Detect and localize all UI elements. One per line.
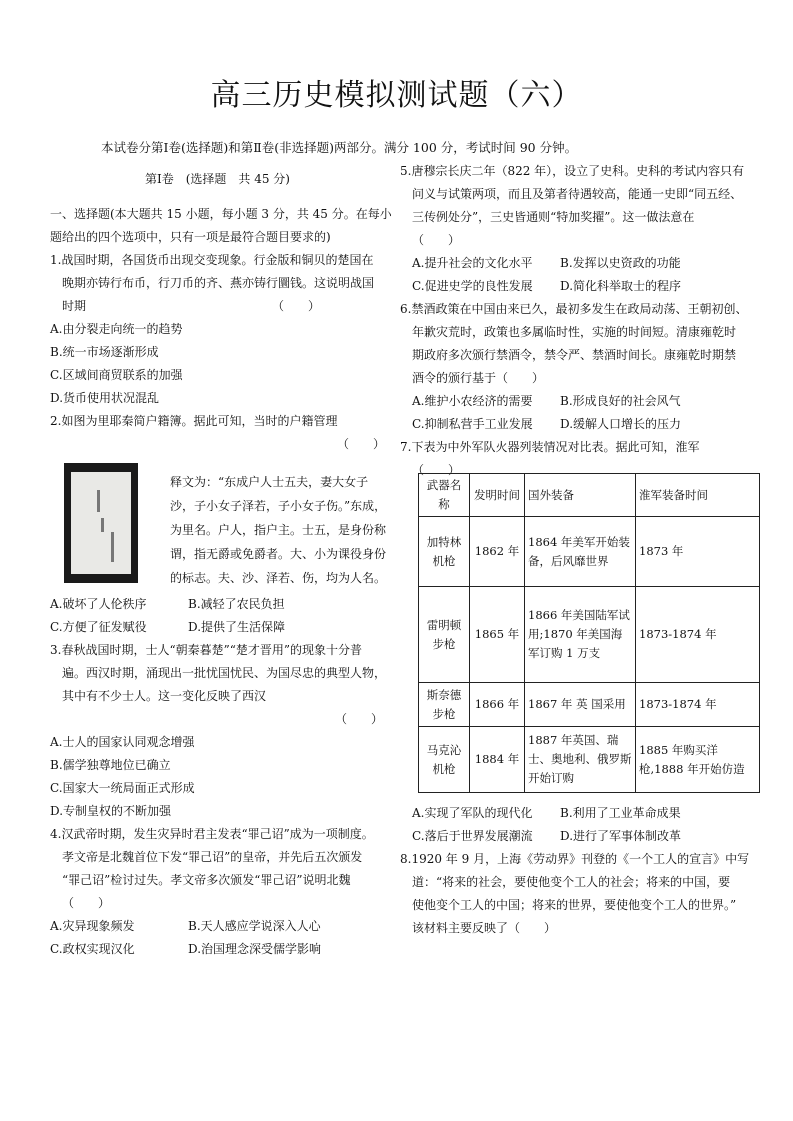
q3-answer-paren: （ ） [335, 712, 384, 726]
q7-answer-paren: （ ） [412, 463, 461, 477]
q6-option-a[interactable]: A.维护小农经济的需要 [412, 394, 533, 408]
table-header-row [419, 474, 760, 517]
table-row [419, 587, 760, 683]
q4-option-b[interactable]: B.天人感应学说深入人心 [188, 919, 321, 933]
q5-option-a[interactable]: A.提升社会的文化水平 [412, 256, 533, 270]
q4-options-row [50, 915, 385, 938]
table-cell: 1884 年 [470, 727, 525, 793]
q7-options-row [400, 825, 755, 848]
slip-ink-mark [101, 518, 104, 532]
q5-options-row [400, 275, 755, 298]
q6-options-row [400, 390, 755, 413]
q6-stem-line: 酒令的颁行基于（ ） [412, 371, 545, 385]
q6-stem-line: 6.禁酒政策在中国由来已久，最初多发生在政局动荡、王朝初创、 [400, 302, 748, 316]
q2-stem-line: 2.如图为里耶秦简户籍簿。据此可知，当时的户籍管理 [50, 414, 338, 428]
q4-options-row [50, 938, 385, 961]
q1-stem-line: 1.战国时期，各国货币出现交变现象。行金版和铜贝的楚国在 [50, 253, 374, 267]
table-cell: 加特林机枪 [419, 517, 470, 587]
q7-stem-line: 7.下表为中外军队火器列装情况对比表。据此可知，淮军 [400, 440, 700, 454]
table-cell: 1885 年购买洋枪,1888 年开始仿造 [636, 727, 760, 793]
q6-stem-line: 年歉灾荒时，政策也多属临时性，实施的时间短。清康雍乾时 [412, 325, 737, 339]
q8-stem-line: 该材料主要反映了（ ） [412, 921, 557, 935]
slip-ink-mark [111, 532, 114, 562]
q1-stem-line: 时期 （ ） [62, 299, 321, 313]
q6-option-d[interactable]: D.缓解人口增长的压力 [560, 417, 682, 431]
part-heading-line-1: 一、选择题(本大题共 15 小题，每小题 3 分，共 45 分。在每小 [50, 207, 392, 221]
table-header-cell: 淮军装备时间 [636, 474, 760, 517]
table-cell: 1865 年 [470, 587, 525, 683]
table-header-cell: 国外装备 [525, 474, 636, 517]
q4-option-a[interactable]: A.灾异现象频发 [50, 919, 135, 933]
exam-title: 高三历史模拟测试题（六） [210, 78, 583, 113]
table-cell: 1887 年英国、瑞士、奥地利、俄罗斯开始订购 [525, 727, 636, 793]
q3-stem-line: 3.春秋战国时期，士人“朝秦暮楚”“楚才晋用”的现象十分普 [50, 643, 362, 657]
q1-option-b[interactable]: B.统一市场逐渐形成 [50, 345, 159, 359]
q5-option-c[interactable]: C.促进史学的良性发展 [412, 279, 533, 293]
table-row [419, 517, 760, 587]
table-cell: 1864 年美军开始装备，后风靡世界 [525, 517, 636, 587]
q2-answer-paren: （ ） [336, 437, 385, 451]
table-header-cell: 发明时间 [470, 474, 525, 517]
q4-option-c[interactable]: C.政权实现汉化 [50, 942, 135, 956]
table-cell: 1866 年美国陆军试用;1870 年美国海军订购 1 万支 [525, 587, 636, 683]
table-cell: 1862 年 [470, 517, 525, 587]
q4-stem-line: 4.汉武帝时期，发生灾异时君主发表“罪己诏”成为一项制度。 [50, 827, 374, 841]
q6-options-row [400, 413, 755, 436]
table-header-cell: 武器名称 [419, 474, 470, 517]
q7-option-b[interactable]: B.利用了工业革命成果 [560, 806, 681, 820]
q6-option-b[interactable]: B.形成良好的社会风气 [560, 394, 681, 408]
q2-option-a[interactable]: A.破坏了人伦秩序 [50, 597, 147, 611]
table-cell: 雷明顿步枪 [419, 587, 470, 683]
q5-stem-line: 问义与试策两项，而且及第者待遇较高，能通一史即“同五经、 [412, 187, 743, 201]
q3-option-b[interactable]: B.儒学独尊地位已确立 [50, 758, 171, 772]
q6-stem-line: 期政府多次颁行禁酒令，禁令严、禁酒时间长。康雍乾时期禁 [412, 348, 737, 362]
q2-transcription-note: 释文为：“东成户人士五夫，妻大女子沙，子小女子泽若，子小女子伤。”东成，为里名。户人，指户主。士五，是身份称谓，指无爵或免爵者。大、小为课役身份的标志。夫、沙、泽若、伤，均为人名。 [170, 475, 387, 585]
q5-answer-paren: （ ） [412, 233, 461, 247]
q7-options-row [400, 802, 755, 825]
q1-option-a[interactable]: A.由分裂走向统一的趋势 [50, 322, 183, 336]
q7-firearms-table [418, 473, 760, 793]
table-cell: 1873-1874 年 [636, 683, 760, 727]
q4-stem-line: “罪己诏”检讨过失。孝文帝多次颁发“罪己诏”说明北魏 [62, 873, 351, 887]
part-heading-line-2: 题给出的四个选项中，只有一项是最符合题目要求的) [50, 230, 331, 244]
q4-option-d[interactable]: D.治国理念深受儒学影响 [188, 942, 322, 956]
table-cell: 斯奈德步枪 [419, 683, 470, 727]
q3-option-d[interactable]: D.专制皇权的不断加强 [50, 804, 172, 818]
exam-intro: 本试卷分第Ⅰ卷(选择题)和第Ⅱ卷(非选择题)两部分。满分 100 分，考试时间 90 分钟。 [101, 140, 578, 155]
q2-option-d[interactable]: D.提供了生活保障 [188, 620, 286, 634]
q2-options-row [50, 616, 385, 639]
q2-option-c[interactable]: C.方便了征发赋役 [50, 620, 147, 634]
q4-stem-line: 孝文帝是北魏首位下发“罪己诏”的皇帝，并先后五次颁发 [62, 850, 363, 864]
q3-option-c[interactable]: C.国家大一统局面正式形成 [50, 781, 195, 795]
q5-option-d[interactable]: D.简化科举取士的程序 [560, 279, 682, 293]
bamboo-slip-surface [71, 472, 131, 574]
q7-option-a[interactable]: A.实现了军队的现代化 [412, 806, 533, 820]
q5-stem-line: 5.唐穆宗长庆二年（822 年），设立了史科。史科的考试内容只有 [400, 164, 745, 178]
q1-option-c[interactable]: C.区域间商贸联系的加强 [50, 368, 183, 382]
q7-option-d[interactable]: D.进行了军事体制改革 [560, 829, 682, 843]
q3-stem-line: 其中有不少士人。这一变化反映了西汉 [62, 689, 267, 703]
table-row [419, 727, 760, 793]
table-cell: 1867 年 英 国采用 [525, 683, 636, 727]
q1-stem-line: 晚期亦铸行布币，行刀币的齐、燕亦铸行圜钱。这说明战国 [62, 276, 375, 290]
q1-option-d[interactable]: D.货币使用状况混乱 [50, 391, 160, 405]
q3-option-a[interactable]: A.士人的国家认同观念增强 [50, 735, 195, 749]
table-cell: 1873-1874 年 [636, 587, 760, 683]
table-cell: 1873 年 [636, 517, 760, 587]
q3-stem-line: 遍。西汉时期，涌现出一批忧国忧民、为国尽忠的典型人物， [62, 666, 387, 680]
table-cell: 1866 年 [470, 683, 525, 727]
q5-option-b[interactable]: B.发挥以史资政的功能 [560, 256, 681, 270]
q6-option-c[interactable]: C.抑制私营手工业发展 [412, 417, 533, 431]
slip-ink-mark [97, 490, 100, 512]
section-title: 第Ⅰ卷 (选择题 共 45 分) [144, 172, 290, 186]
q2-option-b[interactable]: B.减轻了农民负担 [188, 597, 285, 611]
q5-stem-line: 三传例处分”，三史皆通则“特加奖擢”。这一做法意在 [412, 210, 695, 224]
q8-stem-line: 8.1920 年 9 月，上海《劳动界》刊登的《一个工人的宣言》中写 [400, 852, 750, 866]
bamboo-slip-image [64, 463, 138, 583]
q4-answer-paren: （ ） [62, 896, 111, 910]
q7-option-c[interactable]: C.落后于世界发展潮流 [412, 829, 533, 843]
table-cell: 马克沁机枪 [419, 727, 470, 793]
table-row [419, 683, 760, 727]
q5-options-row [400, 252, 755, 275]
q8-stem-line: 使他变个工人的中国；将来的世界，要使他变个工人的世界。” [412, 898, 737, 912]
q8-stem-line: 道：“将来的社会，要使他变个工人的社会；将来的中国，要 [412, 875, 731, 889]
q2-options-row [50, 593, 385, 616]
